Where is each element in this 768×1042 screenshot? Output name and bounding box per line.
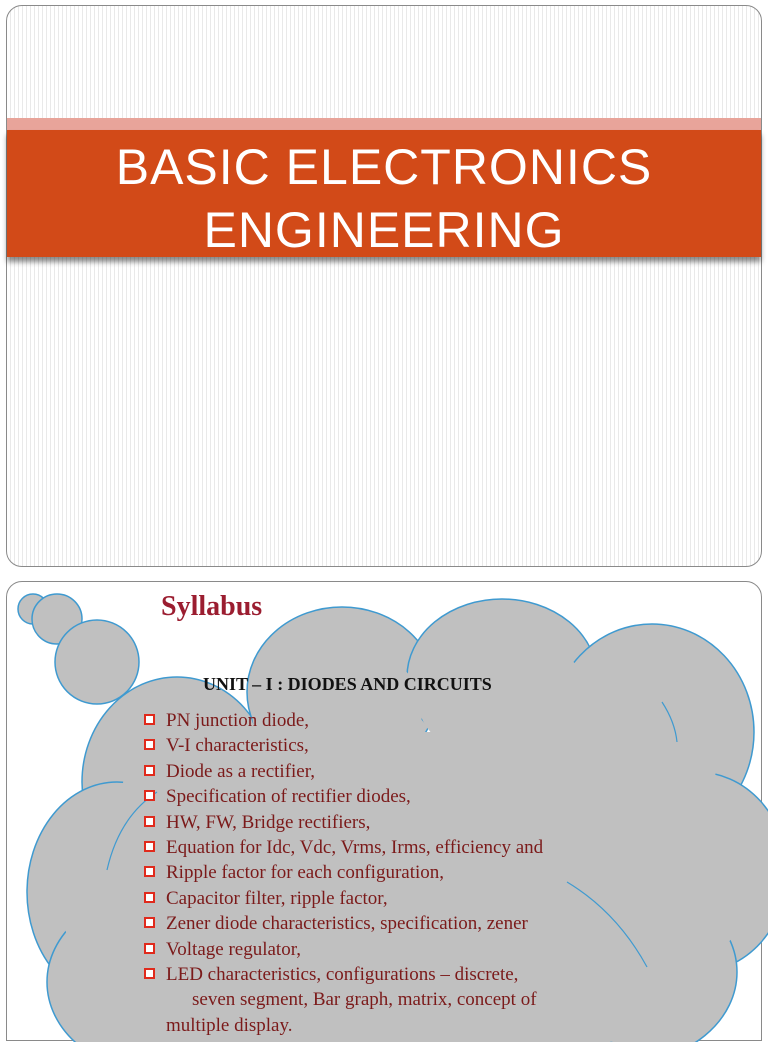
- list-item-continuation: seven segment, Bar graph, matrix, concept of: [192, 989, 537, 1011]
- list-item: PN junction diode,: [141, 708, 543, 733]
- hollow-square-bullet-icon: [144, 714, 155, 725]
- hollow-square-bullet-icon: [144, 816, 155, 827]
- topic-list: [141, 708, 543, 1038]
- syllabus-heading: Syllabus: [161, 591, 263, 622]
- list-item: Zener diode characteristics, specification, zener: [141, 911, 543, 936]
- hollow-square-bullet-icon: [144, 841, 155, 852]
- title-band-accent: [7, 118, 761, 130]
- hollow-square-bullet-icon: [144, 892, 155, 903]
- list-item-continuation: multiple display.: [166, 1014, 293, 1036]
- list-item: LED characteristics, configurations – discrete,: [141, 962, 543, 987]
- list-item: Ripple factor for each configuration,: [141, 860, 543, 885]
- hollow-square-bullet-icon: [144, 943, 155, 954]
- list-item: Equation for Idc, Vdc, Vrms, Irms, efficiency and: [141, 835, 543, 860]
- title-slide: [6, 5, 762, 567]
- list-item: Specification of rectifier diodes,: [141, 784, 543, 809]
- list-item: V-I characteristics,: [141, 733, 543, 758]
- hollow-square-bullet-icon: [144, 917, 155, 928]
- hollow-square-bullet-icon: [144, 968, 155, 979]
- hollow-square-bullet-icon: [144, 866, 155, 877]
- syllabus-slide: [6, 581, 762, 1041]
- hollow-square-bullet-icon: [144, 739, 155, 750]
- slide-title: BASIC ELECTRONICS ENGINEERING: [115, 139, 653, 258]
- unit-heading: UNIT – I : DIODES AND CIRCUITS: [203, 674, 492, 694]
- list-item: Capacitor filter, ripple factor,: [141, 886, 543, 911]
- list-item: Voltage regulator,: [141, 937, 543, 962]
- list-item: Diode as a rectifier,: [141, 759, 543, 784]
- list-item: HW, FW, Bridge rectifiers,: [141, 810, 543, 835]
- hollow-square-bullet-icon: [144, 790, 155, 801]
- hollow-square-bullet-icon: [144, 765, 155, 776]
- title-band: [7, 130, 761, 257]
